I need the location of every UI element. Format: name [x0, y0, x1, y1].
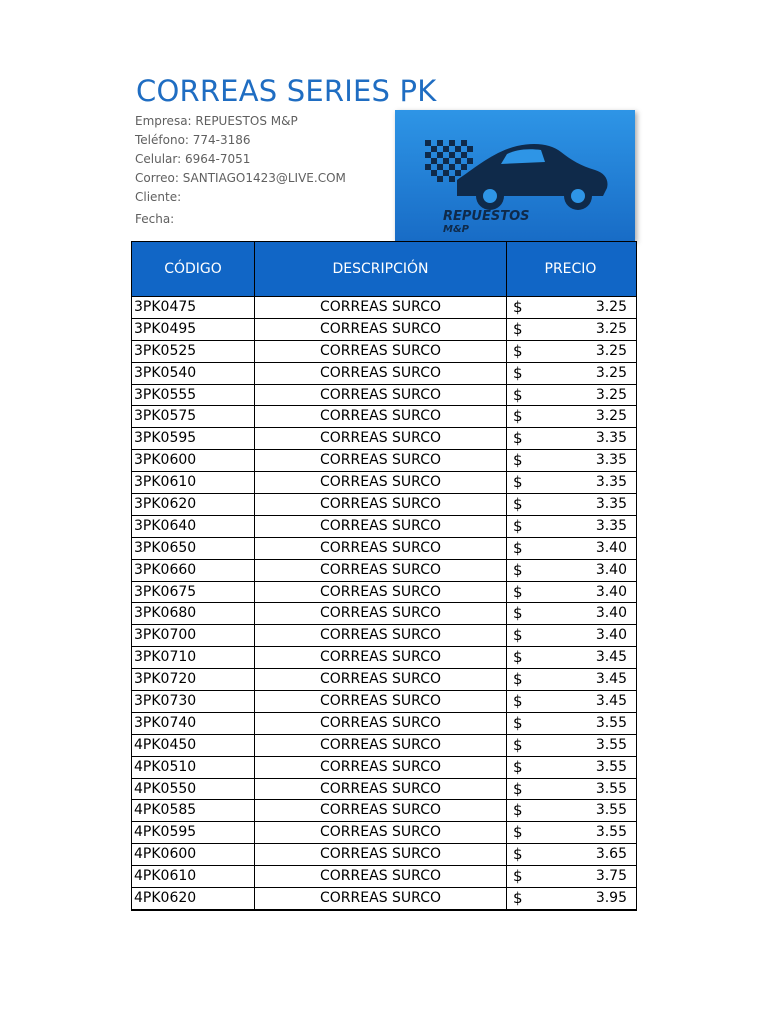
table-row	[132, 341, 636, 363]
price-value: 3.25	[595, 386, 627, 403]
cell-description: CORREAS SURCO	[255, 647, 507, 668]
price-value: 3.55	[595, 824, 627, 841]
cell-price	[507, 647, 634, 668]
cell-code: 3PK0640	[132, 516, 255, 537]
price-value: 3.45	[595, 649, 627, 666]
price-value: 3.25	[595, 342, 627, 359]
company-logo	[395, 110, 635, 241]
currency-symbol: $	[513, 341, 523, 360]
price-value: 3.40	[595, 539, 627, 556]
cell-description: CORREAS SURCO	[255, 779, 507, 800]
table-row	[132, 669, 636, 691]
currency-symbol: $	[513, 363, 523, 382]
cell-price	[507, 603, 634, 624]
logo-text-line2: M&P	[443, 224, 470, 235]
price-value: 3.35	[595, 430, 627, 447]
cell-price	[507, 713, 634, 734]
cell-code: 3PK0555	[132, 385, 255, 406]
cell-description: CORREAS SURCO	[255, 341, 507, 362]
cell-price	[507, 406, 634, 427]
table-row	[132, 844, 636, 866]
table-row	[132, 603, 636, 625]
currency-symbol: $	[513, 801, 523, 820]
price-value: 3.55	[595, 802, 627, 819]
price-value: 3.45	[595, 693, 627, 710]
price-value: 3.35	[595, 496, 627, 513]
table-row	[132, 363, 636, 385]
currency-symbol: $	[513, 538, 523, 557]
cell-description: CORREAS SURCO	[255, 800, 507, 821]
cell-code: 4PK0610	[132, 866, 255, 887]
currency-symbol: $	[513, 648, 523, 667]
currency-symbol: $	[513, 845, 523, 864]
currency-symbol: $	[513, 451, 523, 470]
currency-symbol: $	[513, 385, 523, 404]
cell-price	[507, 516, 634, 537]
cell-description: CORREAS SURCO	[255, 713, 507, 734]
cell-code: 3PK0475	[132, 297, 255, 318]
price-value: 3.40	[595, 605, 627, 622]
currency-symbol: $	[513, 867, 523, 886]
currency-symbol: $	[513, 495, 523, 514]
cell-code: 3PK0710	[132, 647, 255, 668]
cell-price	[507, 822, 634, 843]
table-row	[132, 757, 636, 779]
cell-price	[507, 735, 634, 756]
cell-price	[507, 297, 634, 318]
table-row	[132, 297, 636, 319]
price-value: 3.25	[595, 299, 627, 315]
cell-price	[507, 779, 634, 800]
cell-code: 3PK0650	[132, 538, 255, 559]
cell-code: 3PK0700	[132, 625, 255, 646]
cell-price	[507, 494, 634, 515]
price-value: 3.75	[595, 868, 627, 885]
company-email: Correo: SANTIAGO1423@LIVE.COM	[135, 171, 346, 185]
cell-code: 4PK0600	[132, 844, 255, 865]
currency-symbol: $	[513, 473, 523, 492]
price-value: 3.40	[595, 627, 627, 644]
cell-description: CORREAS SURCO	[255, 625, 507, 646]
currency-symbol: $	[513, 582, 523, 601]
cell-price	[507, 472, 634, 493]
cell-code: 3PK0575	[132, 406, 255, 427]
cell-description: CORREAS SURCO	[255, 428, 507, 449]
currency-symbol: $	[513, 560, 523, 579]
price-value: 3.35	[595, 452, 627, 469]
currency-symbol: $	[513, 604, 523, 623]
cell-price	[507, 560, 634, 581]
header-description: DESCRIPCIÓN	[255, 242, 507, 296]
currency-symbol: $	[513, 298, 523, 316]
table-row	[132, 888, 636, 910]
currency-symbol: $	[513, 757, 523, 776]
cell-price	[507, 691, 634, 712]
cell-description: CORREAS SURCO	[255, 757, 507, 778]
cell-price	[507, 428, 634, 449]
cell-price	[507, 800, 634, 821]
cell-code: 3PK0540	[132, 363, 255, 384]
currency-symbol: $	[513, 429, 523, 448]
cell-code: 3PK0595	[132, 428, 255, 449]
cell-code: 3PK0730	[132, 691, 255, 712]
cell-description: CORREAS SURCO	[255, 385, 507, 406]
price-value: 3.55	[595, 780, 627, 797]
table-row	[132, 647, 636, 669]
currency-symbol: $	[513, 713, 523, 732]
cell-description: CORREAS SURCO	[255, 363, 507, 384]
table-row	[132, 691, 636, 713]
cell-code: 4PK0510	[132, 757, 255, 778]
table-row	[132, 450, 636, 472]
price-value: 3.55	[595, 736, 627, 753]
currency-symbol: $	[513, 779, 523, 798]
price-value: 3.55	[595, 758, 627, 775]
company-info	[135, 112, 390, 229]
table-row	[132, 800, 636, 822]
cell-description: CORREAS SURCO	[255, 560, 507, 581]
cell-description: CORREAS SURCO	[255, 406, 507, 427]
cell-description: CORREAS SURCO	[255, 516, 507, 537]
currency-symbol: $	[513, 670, 523, 689]
price-value: 3.40	[595, 561, 627, 578]
currency-symbol: $	[513, 407, 523, 426]
company-name: Empresa: REPUESTOS M&P	[135, 114, 298, 128]
cell-code: 3PK0525	[132, 341, 255, 362]
cell-description: CORREAS SURCO	[255, 494, 507, 515]
table-row	[132, 538, 636, 560]
table-row	[132, 582, 636, 604]
price-value: 3.55	[595, 714, 627, 731]
currency-symbol: $	[513, 735, 523, 754]
cell-description: CORREAS SURCO	[255, 822, 507, 843]
cell-price	[507, 669, 634, 690]
price-value: 3.65	[595, 846, 627, 863]
cell-code: 3PK0680	[132, 603, 255, 624]
cell-price	[507, 450, 634, 471]
cell-price	[507, 582, 634, 603]
cell-price	[507, 888, 634, 909]
cell-description: CORREAS SURCO	[255, 866, 507, 887]
cell-price	[507, 625, 634, 646]
price-value: 3.95	[595, 890, 627, 907]
cell-description: CORREAS SURCO	[255, 888, 507, 909]
table-body	[132, 297, 636, 910]
cell-description: CORREAS SURCO	[255, 582, 507, 603]
cell-description: CORREAS SURCO	[255, 297, 507, 318]
cell-description: CORREAS SURCO	[255, 472, 507, 493]
table-row	[132, 625, 636, 647]
table-row	[132, 735, 636, 757]
cell-code: 3PK0620	[132, 494, 255, 515]
table-row	[132, 406, 636, 428]
cell-description: CORREAS SURCO	[255, 319, 507, 340]
cell-code: 3PK0720	[132, 669, 255, 690]
cell-price	[507, 844, 634, 865]
cell-code: 3PK0495	[132, 319, 255, 340]
price-value: 3.25	[595, 364, 627, 381]
cell-code: 4PK0585	[132, 800, 255, 821]
cell-price	[507, 319, 634, 340]
table-row	[132, 494, 636, 516]
cell-description: CORREAS SURCO	[255, 691, 507, 712]
cell-description: CORREAS SURCO	[255, 603, 507, 624]
date-field: Fecha:	[135, 212, 175, 226]
cell-code: 3PK0740	[132, 713, 255, 734]
client-field: Cliente:	[135, 190, 182, 204]
table-row	[132, 713, 636, 735]
price-value: 3.25	[595, 408, 627, 425]
price-value: 3.35	[595, 474, 627, 491]
header-price: PRECIO	[544, 261, 597, 277]
currency-symbol: $	[513, 626, 523, 645]
table-row	[132, 560, 636, 582]
price-value: 3.35	[595, 517, 627, 534]
cell-code: 4PK0450	[132, 735, 255, 756]
cell-code: 4PK0620	[132, 888, 255, 909]
table-row	[132, 385, 636, 407]
cell-code: 3PK0660	[132, 560, 255, 581]
cell-code: 3PK0610	[132, 472, 255, 493]
table-row	[132, 472, 636, 494]
table-row	[132, 779, 636, 801]
currency-symbol: $	[513, 516, 523, 535]
header-code: CÓDIGO	[132, 242, 255, 296]
cell-price	[507, 385, 634, 406]
cell-price	[507, 341, 634, 362]
currency-symbol: $	[513, 692, 523, 711]
currency-symbol: $	[513, 319, 523, 338]
cell-description: CORREAS SURCO	[255, 450, 507, 471]
cell-price	[507, 866, 634, 887]
car-logo-icon	[395, 110, 635, 241]
table-row	[132, 822, 636, 844]
company-phone: Teléfono: 774-3186	[135, 133, 251, 147]
table-header	[132, 241, 636, 297]
table-row	[132, 428, 636, 450]
cell-description: CORREAS SURCO	[255, 844, 507, 865]
table-row	[132, 866, 636, 888]
cell-price	[507, 757, 634, 778]
page-title: CORREAS SERIES PK	[136, 74, 437, 108]
price-value: 3.45	[595, 671, 627, 688]
cell-code: 4PK0595	[132, 822, 255, 843]
cell-description: CORREAS SURCO	[255, 669, 507, 690]
table-row	[132, 319, 636, 341]
cell-code: 3PK0675	[132, 582, 255, 603]
cell-description: CORREAS SURCO	[255, 735, 507, 756]
cell-code: 4PK0550	[132, 779, 255, 800]
table-row	[132, 516, 636, 538]
company-cellphone: Celular: 6964-7051	[135, 152, 251, 166]
cell-price	[507, 538, 634, 559]
price-table	[131, 241, 637, 911]
currency-symbol: $	[513, 889, 523, 908]
cell-code: 3PK0600	[132, 450, 255, 471]
cell-description: CORREAS SURCO	[255, 538, 507, 559]
price-value: 3.40	[595, 583, 627, 600]
currency-symbol: $	[513, 823, 523, 842]
cell-price	[507, 363, 634, 384]
logo-text-line1: REPUESTOS	[443, 209, 530, 224]
price-value: 3.25	[595, 320, 627, 337]
